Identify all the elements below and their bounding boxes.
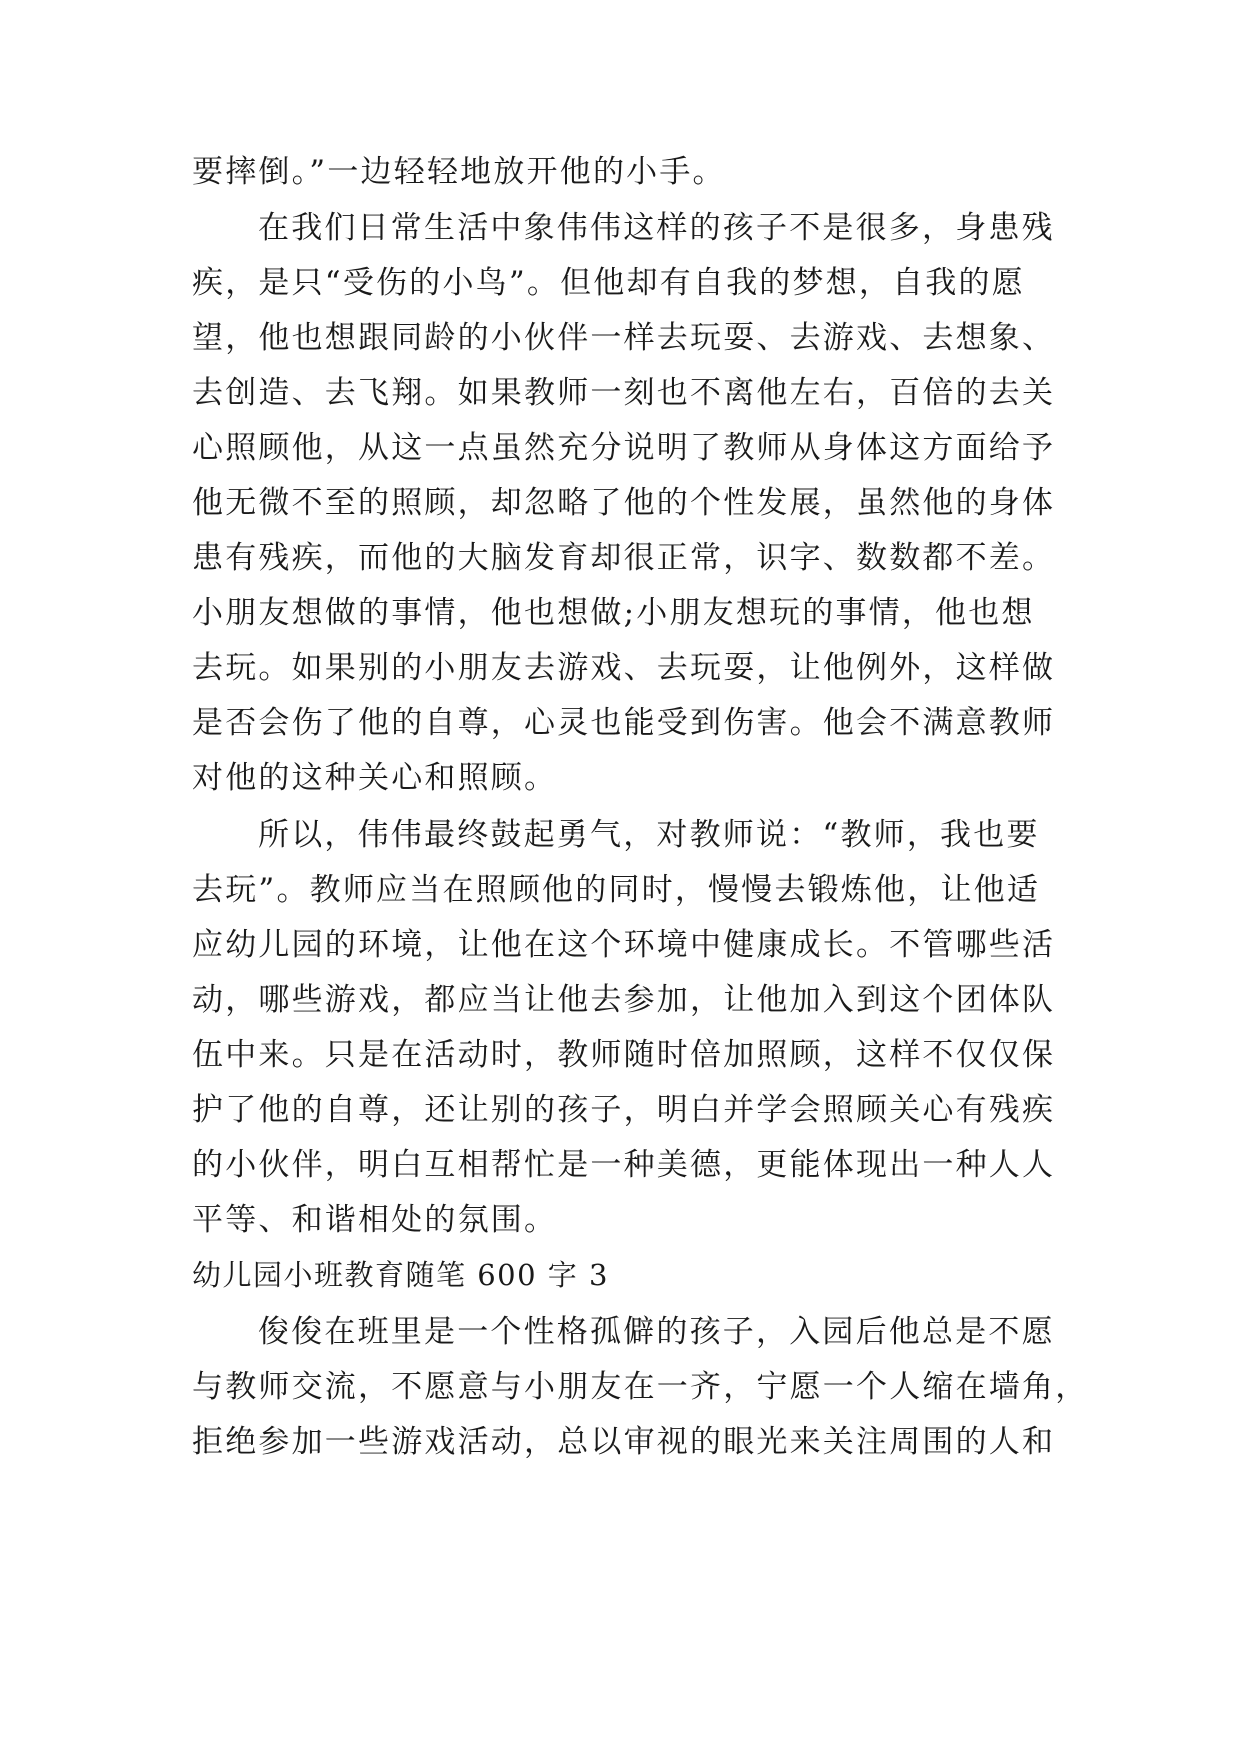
text-line: 小朋友想做的事情，他也想做;小朋友想玩的事情，他也想 (192, 595, 1035, 631)
text-line: 去玩。如果别的小朋友去游戏、去玩耍，让他例外，这样做 (192, 650, 1056, 686)
text-line: 伍中来。只是在活动时，教师随时倍加照顾，这样不仅仅保 (192, 1037, 1056, 1073)
text-line: 护了他的自尊，还让别的孩子，明白并学会照顾关心有残疾 (192, 1092, 1056, 1128)
text-line: 应幼儿园的环境，让他在这个环境中健康成长。不管哪些活 (192, 927, 1056, 963)
text-line: 动，哪些游戏，都应当让他去参加，让他加入到这个团体队 (192, 982, 1056, 1018)
paragraph-first-line: 在我们日常生活中象伟伟这样的孩子不是很多，身患残 (258, 210, 1055, 246)
text-line: 拒绝参加一些游戏活动，总以审视的眼光来关注周围的人和 (192, 1424, 1056, 1460)
paragraph-first-line: 俊俊在班里是一个性格孤僻的孩子，入园后他总是不愿 (258, 1314, 1055, 1350)
text-line: 要摔倒。”一边轻轻地放开他的小手。 (192, 154, 726, 190)
text-line: 对他的这种关心和照顾。 (192, 760, 558, 796)
text-line: 患有残疾，而他的大脑发育却很正常，识字、数数都不差。 (192, 540, 1056, 576)
text-line: 疾，是只“受伤的小鸟”。但他却有自我的梦想，自我的愿 (192, 265, 1025, 301)
text-line: 平等、和谐相处的氛围。 (192, 1202, 558, 1238)
paragraph-first-line: 所以，伟伟最终鼓起勇气，对教师说：“教师，我也要 (258, 817, 1040, 853)
section-heading: 幼儿园小班教育随笔 600 字 3 (192, 1258, 609, 1292)
text-line: 去玩”。教师应当在照顾他的同时，慢慢去锻炼他，让他适 (192, 872, 1041, 908)
text-line: 的小伙伴，明白互相帮忙是一种美德，更能体现出一种人人 (192, 1147, 1056, 1183)
text-line: 望，他也想跟同龄的小伙伴一样去玩耍、去游戏、去想象、 (192, 320, 1056, 356)
text-line: 他无微不至的照顾，却忽略了他的个性发展，虽然他的身体 (192, 485, 1056, 521)
text-line: 与教师交流，不愿意与小朋友在一齐，宁愿一个人缩在墙角， (192, 1369, 1089, 1405)
text-line: 是否会伤了他的自尊，心灵也能受到伤害。他会不满意教师 (192, 705, 1056, 741)
text-line: 去创造、去飞翔。如果教师一刻也不离他左右，百倍的去关 (192, 375, 1056, 411)
text-line: 心照顾他，从这一点虽然充分说明了教师从身体这方面给予 (192, 430, 1056, 466)
